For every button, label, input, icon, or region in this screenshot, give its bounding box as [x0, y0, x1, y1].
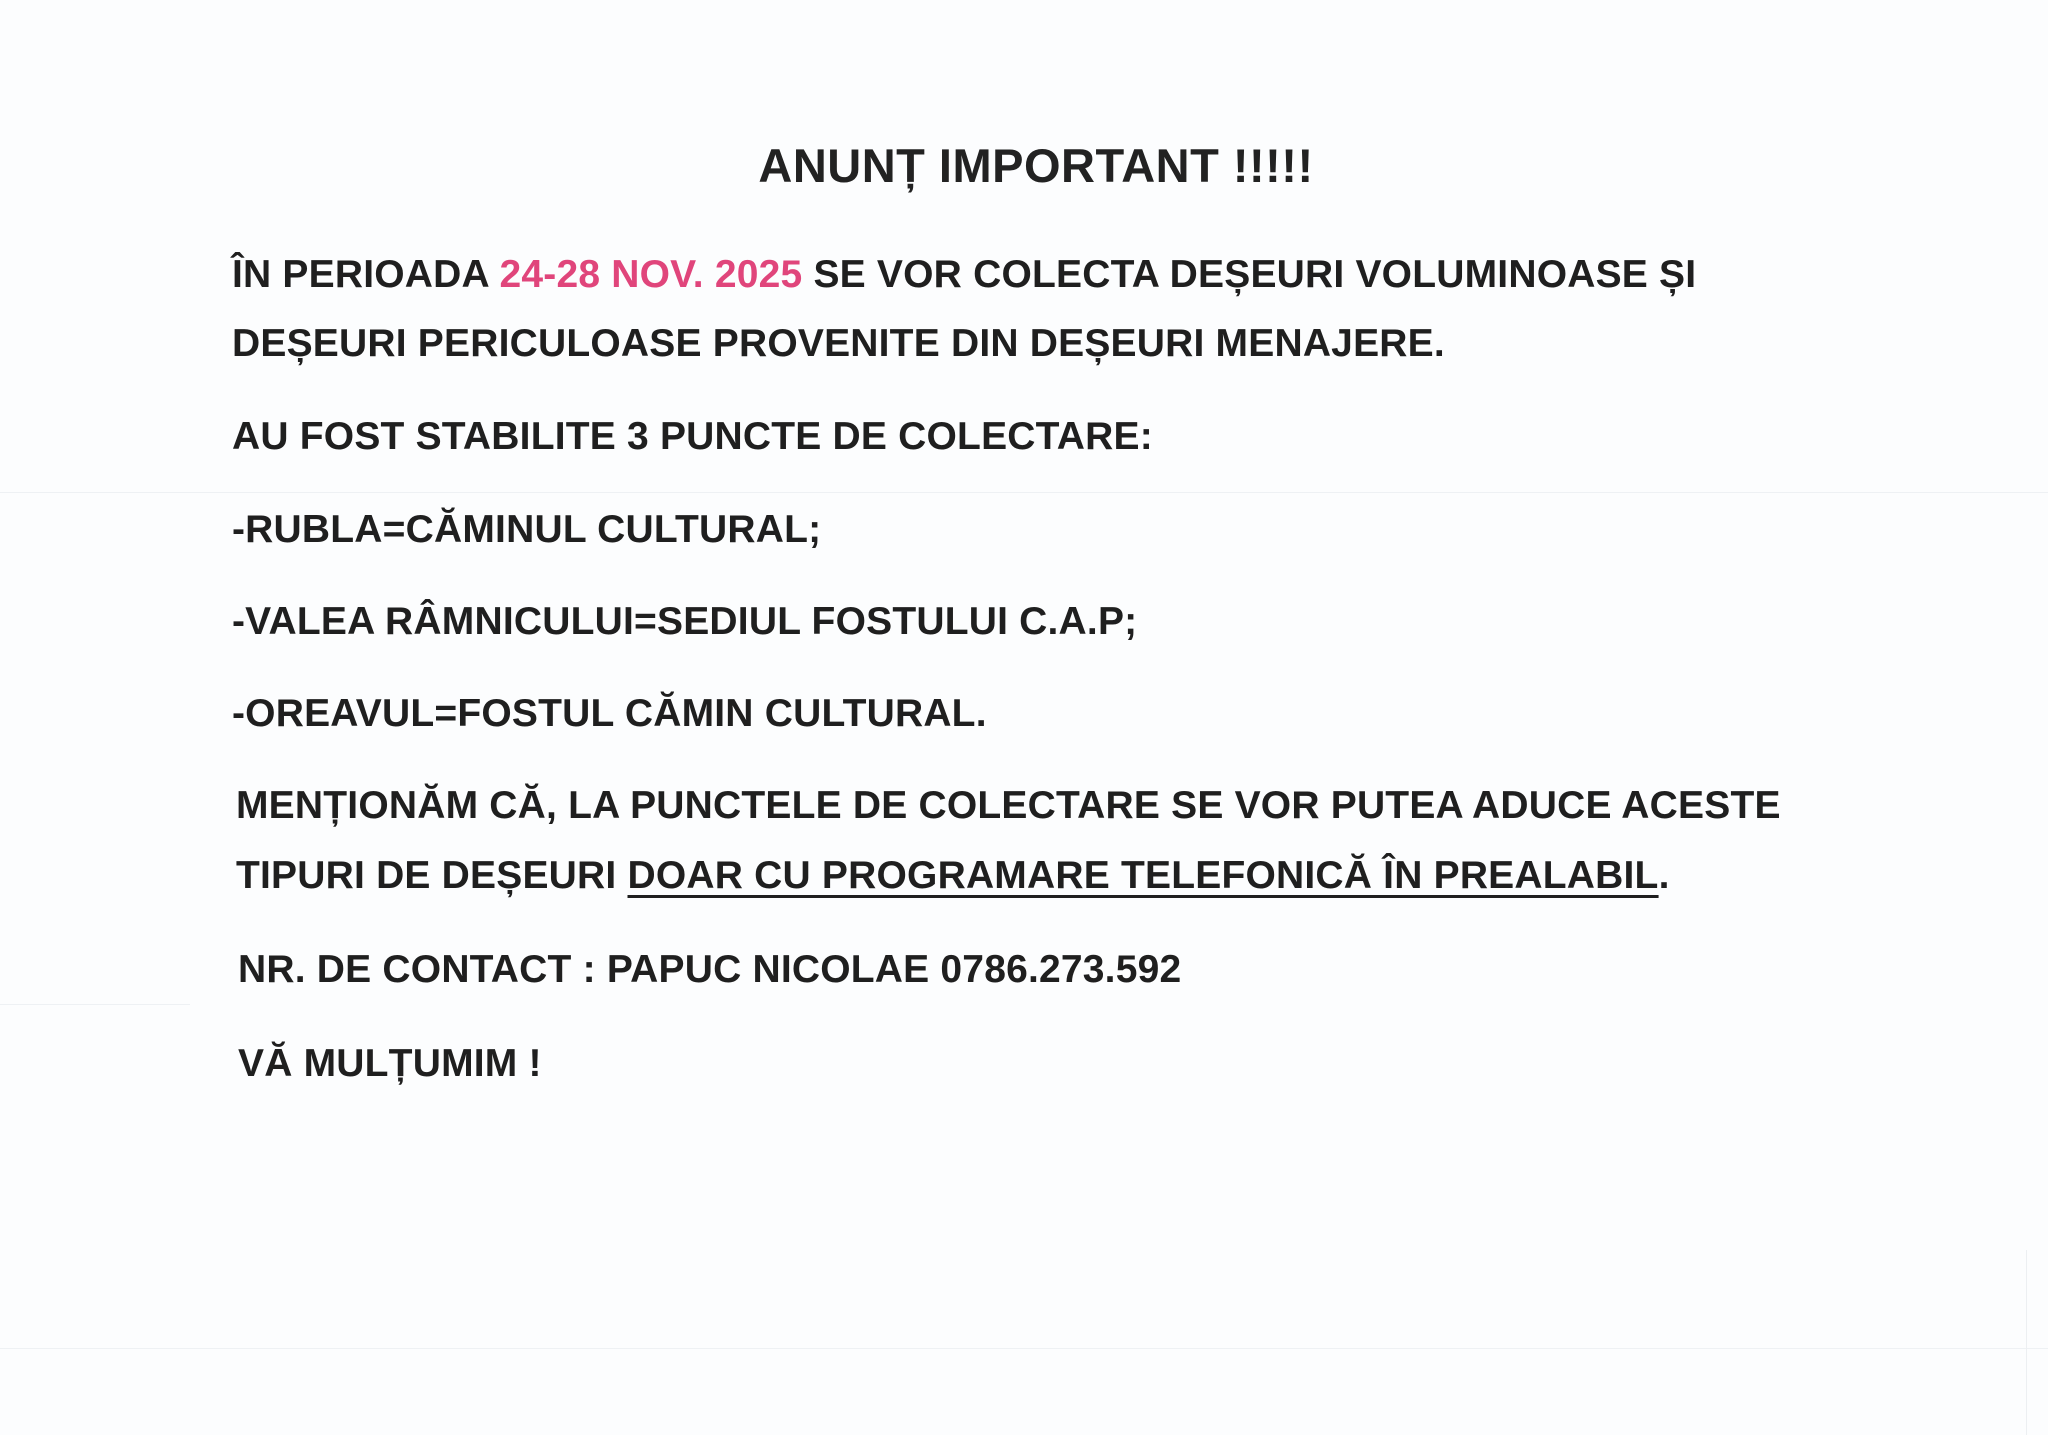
period-prefix: ÎN PERIOADA [232, 253, 500, 296]
collection-point-oreavul: -OREAVUL=FOSTUL CĂMIN CULTURAL. [232, 692, 987, 735]
scan-artifact-line [0, 1004, 190, 1005]
collection-point-rubla: -RUBLA=CĂMINUL CULTURAL; [232, 508, 822, 551]
mention-line-2 [236, 854, 1670, 898]
scan-artifact-line [0, 1348, 2048, 1349]
mention-line-1: MENȚIONĂM CĂ, LA PUNCTELE DE COLECTARE SE VOR PUTEA ADUCE ACESTE [236, 784, 1781, 827]
collection-points-intro: AU FOST STABILITE 3 PUNCTE DE COLECTARE: [232, 415, 1153, 458]
contact-line: NR. DE CONTACT : PAPUC NICOLAE 0786.273.592 [238, 948, 1182, 991]
period-dates: 24-28 NOV. 2025 [499, 253, 803, 296]
thanks-line: VĂ MULȚUMIM ! [238, 1042, 542, 1085]
collection-point-valea-ramnicului: -VALEA RÂMNICULUI=SEDIUL FOSTULUI C.A.P; [232, 600, 1138, 643]
period-suffix: SE VOR COLECTA DEȘEURI VOLUMINOASE ȘI [802, 253, 1697, 296]
mention-suffix: . [1658, 854, 1670, 897]
period-line-2: DEȘEURI PERICULOASE PROVENITE DIN DEȘEURI MENAJERE. [232, 322, 1445, 365]
notice-title: ANUNȚ IMPORTANT !!!!! [758, 139, 1314, 192]
scan-artifact-line [0, 492, 2048, 493]
mention-prefix: TIPURI DE DEȘEURI [236, 854, 628, 897]
scan-artifact-edge [2026, 1250, 2027, 1435]
appointment-requirement: DOAR CU PROGRAMARE TELEFONICĂ ÎN PREALABIL [627, 854, 1659, 897]
period-line-1 [232, 253, 1696, 297]
